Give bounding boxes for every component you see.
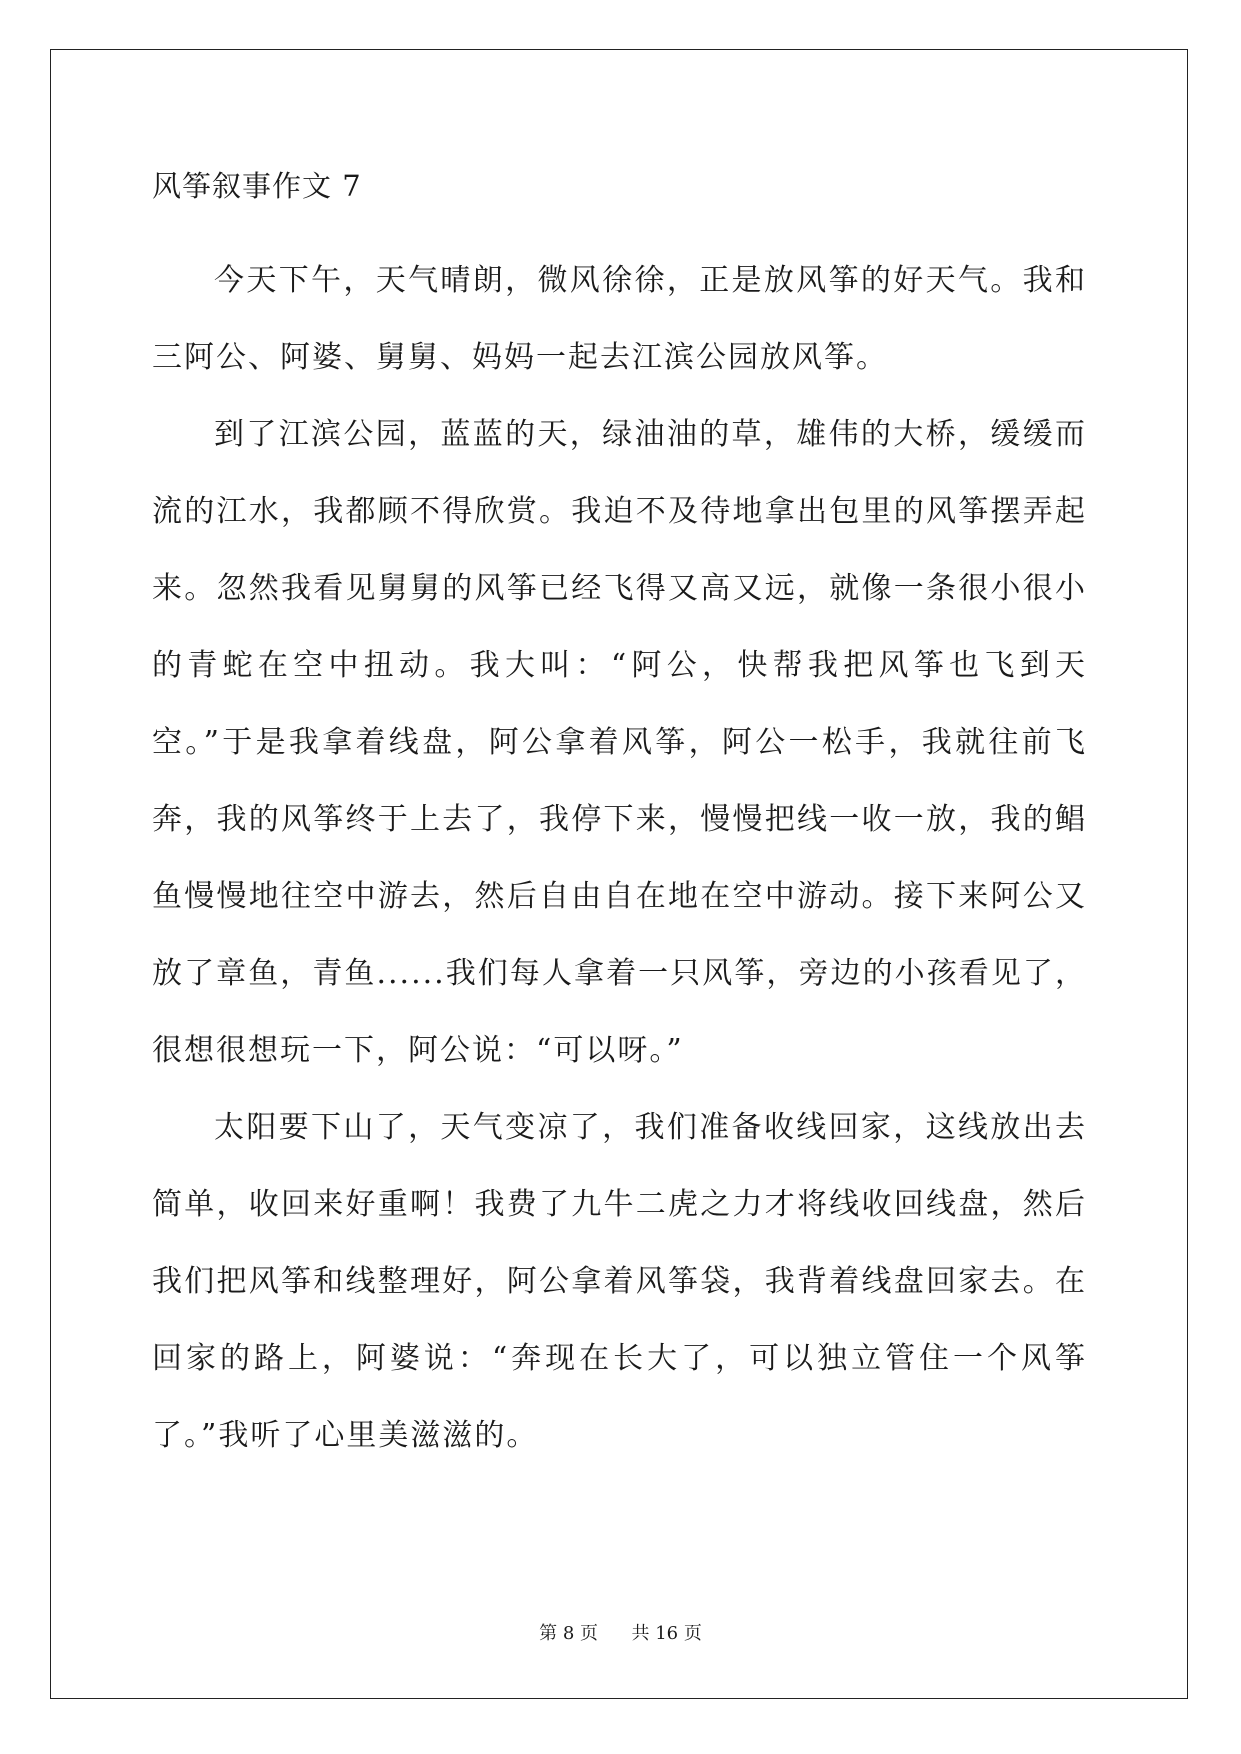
page-footer bbox=[0, 1622, 1241, 1646]
document-title: 风筝叙事作文 7 bbox=[152, 169, 362, 203]
paragraph-3: 太阳要下山了，天气变凉了，我们准备收线回家，这线放出去简单，收回来好重啊！我费了九牛二虎之力才将线收回线盘，然后我们把风筝和线整理好，阿公拿着风筝袋，我背着线盘回家去。在回家的路上，阿婆说：“奔现在长大了，可以独立管住一个风筝了。”我听了心里美滋滋的。 bbox=[152, 1110, 1087, 1453]
document-body bbox=[152, 166, 1087, 1474]
page-number-total: 共 16 页 bbox=[631, 1623, 702, 1644]
paragraph-2: 到了江滨公园，蓝蓝的天，绿油油的草，雄伟的大桥，缓缓而流的江水，我都顾不得欣赏。我迫不及待地拿出包里的风筝摆弄起来。忽然我看见舅舅的风筝已经飞得又高又远，就像一条很小很小的青蛇在空中扭动。我大叫：“阿公，快帮我把风筝也飞到天空。”于是我拿着线盘，阿公拿着风筝，阿公一松手，我就往前飞奔，我的风筝终于上去了，我停下来，慢慢把线一收一放，我的鲳鱼慢慢地往空中游去，然后自由自在地在空中游动。接下来阿公又放了章鱼，青鱼......我们每人拿着一只风筝，旁边的小孩看见了，很想很想玩一下，阿公说：“可以呀。” bbox=[152, 417, 1087, 1068]
page-number-current: 第 8 页 bbox=[539, 1623, 599, 1644]
paragraph-1: 今天下午，天气晴朗，微风徐徐，正是放风筝的好天气。我和三阿公、阿婆、舅舅、妈妈一起去江滨公园放风筝。 bbox=[152, 263, 1087, 375]
